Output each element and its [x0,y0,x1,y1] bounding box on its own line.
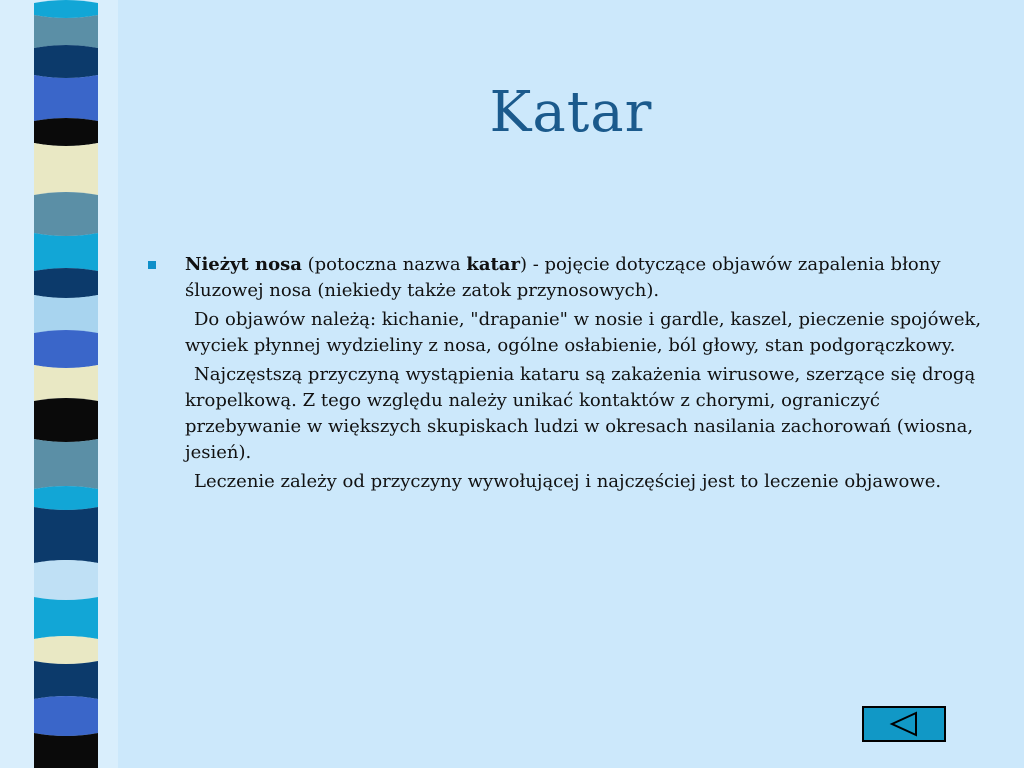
decorative-stripe-column [34,0,98,768]
term-nie-zyt-nosa: Nieżyt nosa [185,254,302,275]
stripe-band [34,75,98,121]
stripe-band [34,696,98,736]
square-bullet-icon [148,261,156,269]
stripe-band [34,233,98,271]
previous-slide-button[interactable] [862,706,946,742]
stripe-pattern [34,0,98,768]
bullet-item [148,252,988,304]
sub-paragraph-1 [185,307,988,359]
stripe-band [34,0,98,18]
treatment-paragraph: Leczenie zależy od przyczyny wywołującej i najczęściej jest to leczenie objawowe. [194,471,942,492]
stripe-band [34,118,98,146]
stripe-band [34,192,98,236]
stripe-band [34,398,98,442]
stripe-band [34,733,98,768]
triangle-left-icon [889,711,919,737]
intro-paragraph [185,252,988,304]
stripe-band [34,268,98,298]
intro-text-1: (potoczna nazwa [301,254,467,275]
causes-paragraph: Najczęstszą przyczyną wystąpienia kataru są zakażenia wirusowe, szerzące się drogą kropelkową. Z tego względu należy unikać kontaktów z chorymi, ograniczyć przebywanie w większych skupiskach ludzi w okresach nasilania zachorowań (wiosna, jesień). [185,364,976,463]
term-katar: katar [466,254,520,275]
stripe-band [34,636,98,664]
sub-paragraph-3 [185,469,988,495]
stripe-band [34,143,98,195]
stripe-band [34,45,98,78]
stripe-band [34,597,98,639]
stripe-band [34,365,98,401]
intro-text-2: ) - pojęcie dotyczące objawów zapalenia błony śluzowej nosa (niekiedy także zatok przynosowych). [185,254,941,301]
stripe-band [34,439,98,489]
symptoms-paragraph: Do objawów należą: kichanie, "drapanie" w nosie i gardle, kaszel, pieczenie spojówek, wyciek płynnej wydzieliny z nosa, ogólne osłabienie, ból głowy, stan podgorączkowy. [185,309,982,356]
stripe-band [34,507,98,563]
stripe-band [34,330,98,368]
stripe-band [34,295,98,333]
stripe-band [34,15,98,48]
stripe-band [34,486,98,510]
sub-paragraph-2 [185,362,988,466]
stripe-band [34,560,98,600]
decorative-side-panel [0,0,118,768]
slide-title: Katar [489,80,653,145]
slide-content [148,252,988,495]
stripe-band [34,661,98,699]
